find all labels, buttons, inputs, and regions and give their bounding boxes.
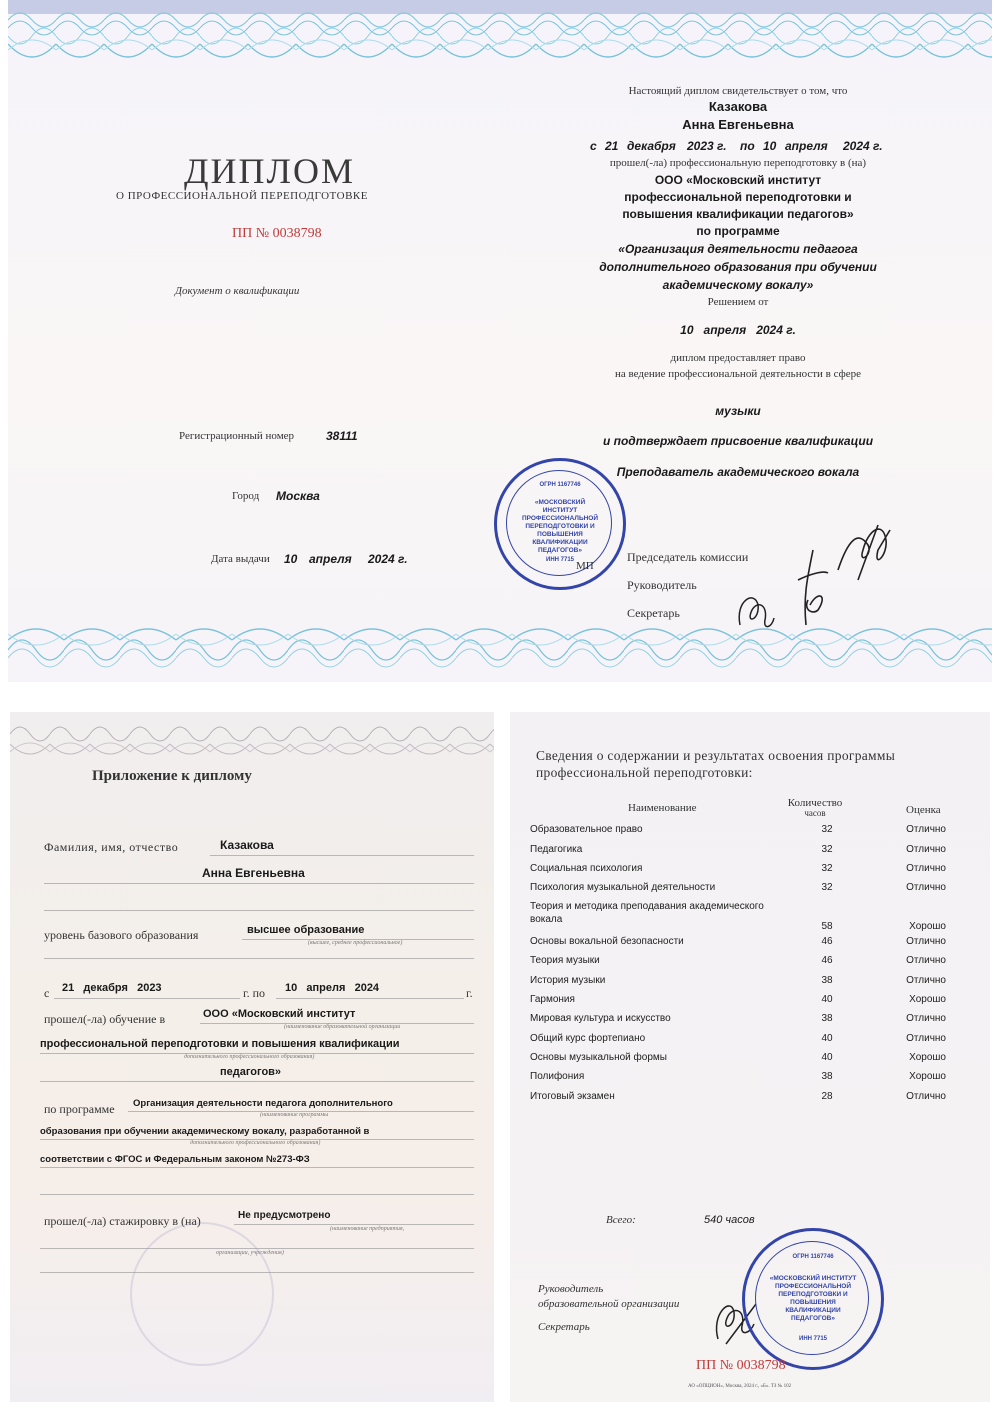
issue-date-label: Дата выдачи [211, 553, 270, 565]
level-label: уровень базового образования [44, 928, 199, 942]
right-line-1: диплом предоставляет право [670, 352, 806, 364]
total-value: 540 часов [704, 1214, 755, 1226]
right-line-2: на ведение профессиональной деятельности в сфере [614, 368, 862, 380]
results-number: ПП № 0038798 [696, 1358, 786, 1373]
program-line-3: академическому вокалу» [662, 278, 814, 292]
city-label: Город [232, 490, 260, 502]
subject-name: Общий курс фортепиано [530, 1032, 646, 1044]
org-line-2: профессиональной переподготовки и [624, 190, 852, 204]
study-org-2: профессиональной переподготовки и повышения квалификации [40, 1038, 400, 1050]
decision-date: 10 апреля 2024 г. [680, 323, 796, 337]
subject-name: Итоговый экзамен [530, 1090, 615, 1102]
subject-hours: 38 [821, 1071, 833, 1083]
internship-hint-1: (наименование предприятия, [330, 1226, 405, 1232]
appendix-guilloche-border [10, 712, 494, 772]
results-sheet [510, 712, 990, 1402]
holder-surname: Казакова [708, 99, 768, 114]
subject-name: Психология музыкальной деятельности [530, 882, 716, 894]
study-org-hint-2: дополнительного профессионального образования) [184, 1054, 315, 1060]
institute-stamp [742, 1228, 884, 1370]
subject-name: Основы музыкальной формы [530, 1052, 667, 1064]
fio-name: Анна Евгеньевна [202, 866, 305, 880]
subject-name: Полифония [530, 1071, 585, 1083]
subject-hours: 32 [821, 882, 833, 894]
table-row [530, 1009, 950, 1028]
col-header-grade: Оценка [906, 804, 941, 816]
stamp-ogrn: ОГРН 1167746 [792, 1254, 834, 1260]
internship-hint-2: организации, учреждения) [216, 1250, 284, 1256]
total-label: Всего: [606, 1214, 636, 1226]
subject-grade: Отлично [906, 935, 946, 947]
results-title-1: Сведения о содержании и результатах освоения программы [536, 748, 896, 763]
subject-hours: 58 [821, 920, 833, 932]
subject-name: Образовательное право [530, 824, 643, 836]
period-from-day: 21 [605, 139, 619, 153]
decision-label: Решением от [707, 296, 769, 308]
passed-text: прошел(-ла) профессиональную переподготовку в (на) [609, 157, 867, 169]
period-c: с [44, 986, 50, 1000]
subject-grade: Отлично [906, 955, 946, 967]
diploma-number: ПП № 0038798 [232, 226, 322, 241]
program-hint-2: дополнительного профессионального образования) [190, 1140, 321, 1146]
subject-grade: Хорошо [909, 920, 946, 932]
fio-surname: Казакова [220, 838, 274, 852]
subject-name: История музыки [530, 974, 606, 986]
period-from-month: декабря [627, 139, 676, 153]
subject-grade: Отлично [906, 843, 946, 855]
document-type: Документ о квалификации [175, 285, 300, 297]
subject-name: Социальная психология [530, 862, 643, 874]
subject-hours: 40 [821, 993, 833, 1005]
secretary-label: Секретарь [627, 606, 680, 620]
printer-note: АО «ОПЦИОН», Москва, 2024 г., «Б». ТЗ № 102 [688, 1384, 792, 1389]
period-to-year: 2024 г. [843, 139, 883, 153]
table-row [530, 1087, 950, 1106]
appendix-sheet [10, 712, 494, 1402]
table-row [530, 970, 950, 989]
program-line-2: образования при обучении академическому вокалу, разработанной в [40, 1126, 370, 1137]
subject-grade: Хорошо [909, 1052, 946, 1064]
subject-name: Педагогика [530, 843, 583, 855]
subject-grade: Отлично [906, 1090, 946, 1102]
faint-watermark-stamp [130, 1222, 274, 1366]
subject-grade: Отлично [906, 1013, 946, 1025]
table-row [530, 932, 950, 951]
col-header-name: Наименование [628, 802, 697, 814]
table-row [530, 1067, 950, 1086]
period-from-year: 2023 г. [687, 139, 727, 153]
org-line-3: повышения квалификации педагогов» [622, 207, 854, 221]
head-signature [788, 545, 838, 635]
stamp-ogrn: ОГРН 1167746 [539, 482, 581, 488]
table-row [530, 1048, 950, 1067]
reg-number-value: 38111 [326, 429, 358, 443]
level-value: высшее образование [247, 924, 365, 936]
table-row [530, 878, 950, 897]
subject-hours: 32 [821, 843, 833, 855]
table-row [530, 990, 950, 1009]
org-line-1: ООО «Московский институт [654, 173, 822, 187]
period-to: 10 апреля 2024 [285, 982, 380, 994]
table-row [530, 859, 950, 878]
col-header-hours-2: часов [804, 808, 826, 818]
period-to-month: апреля [785, 139, 828, 153]
head-label-1: Руководитель [538, 1283, 604, 1295]
stamp-inn: ИНН 7715 [546, 557, 574, 563]
chairman-label: Председатель комиссии [627, 550, 749, 564]
subject-grade: Отлично [906, 974, 946, 986]
program-line-1: Организация деятельности педагога дополнительного [133, 1098, 393, 1109]
issue-date-day: 10 [284, 552, 298, 566]
period-g-po: г. по [243, 986, 265, 1000]
subject-grade: Хорошо [909, 993, 946, 1005]
bottom-guilloche-border [8, 610, 992, 682]
top-guilloche-border [8, 0, 992, 80]
table-row [530, 951, 950, 970]
diploma-intro: Настоящий диплом свидетельствует о том, что [628, 85, 848, 97]
subject-name: Основы вокальной безопасности [530, 935, 684, 947]
internship-label: прошел(-ла) стажировку в (на) [44, 1214, 201, 1228]
head-label-2: образовательной организации [538, 1298, 680, 1310]
secretary-signature [730, 580, 780, 640]
subject-hours: 32 [821, 824, 833, 836]
subject-hours: 38 [821, 974, 833, 986]
subject-grade: Отлично [906, 862, 946, 874]
subject-hours: 46 [821, 935, 833, 947]
program-hint-1: (наименование программы [260, 1112, 329, 1118]
head-label: Руководитель [627, 578, 697, 592]
program-line-2: дополнительного образования при обучении [599, 260, 877, 274]
subject-hours: 28 [821, 1090, 833, 1102]
study-org-hint-1: (наименование образовательной организации [284, 1024, 401, 1030]
study-label: прошел(-ла) обучение в [44, 1012, 166, 1026]
city-value: Москва [276, 489, 320, 503]
subject-grade: Отлично [906, 1032, 946, 1044]
appendix-title: Приложение к диплому [92, 768, 252, 784]
stamp-text: «МОСКОВСКИЙ ИНСТИТУТ ПРОФЕССИОНАЛЬНОЙ ПЕРЕПОДГОТОВКИ И ПОВЫШЕНИЯ КВАЛИФИКАЦИИ ПЕДАГОГОВ» [769, 1275, 857, 1322]
diploma-title: ДИПЛОМ [184, 151, 355, 191]
subject-grade: Хорошо [909, 1071, 946, 1083]
subject-hours: 40 [821, 1032, 833, 1044]
period-g: г. [466, 986, 473, 1000]
stamp-place-mark: МП [576, 560, 594, 572]
period-prefix: с [590, 139, 597, 153]
period-from: 21 декабря 2023 [62, 982, 162, 994]
internship-value: Не предусмотрено [238, 1210, 331, 1221]
program-line-3: соответствии с ФГОС и Федеральным законом №273-ФЗ [40, 1154, 310, 1165]
subject-name: Гармония [530, 993, 575, 1005]
subject-name: Мировая культура и искусство [530, 1013, 671, 1025]
activity-sphere: музыки [715, 404, 761, 418]
table-row [530, 898, 950, 932]
qualification: Преподаватель академического вокала [616, 465, 860, 479]
subject-name: Теория музыки [530, 955, 600, 967]
table-row [530, 820, 950, 839]
study-org-3: педагогов» [220, 1066, 282, 1078]
stamp-inn: ИНН 7715 [799, 1336, 827, 1342]
subject-hours: 38 [821, 1013, 833, 1025]
level-hint: (высшее, среднее профессиональное) [308, 940, 403, 946]
issue-date-month: апреля [309, 552, 352, 566]
subject-grade: Отлично [906, 882, 946, 894]
institute-stamp [494, 458, 626, 590]
subject-grade: Отлично [906, 824, 946, 836]
subject-hours: 46 [821, 955, 833, 967]
study-org-1: ООО «Московский институт [203, 1008, 356, 1020]
subject-hours: 32 [821, 862, 833, 874]
table-row [530, 1029, 950, 1048]
chairman-signature [828, 510, 898, 590]
diploma-subtitle: О ПРОФЕССИОНАЛЬНОЙ ПЕРЕПОДГОТОВКЕ [116, 190, 368, 202]
col-header-hours-1: Количество [787, 797, 843, 809]
program-line-1: «Организация деятельности педагога [618, 242, 858, 256]
secretary-label: Секретарь [538, 1321, 590, 1333]
period-to-day: 10 [763, 139, 777, 153]
by-program: по программе [696, 224, 780, 238]
issue-date-year: 2024 г. [368, 552, 408, 566]
confirms-text: и подтверждает присвоение квалификации [602, 434, 874, 448]
fio-label: Фамилия, имя, отчество [44, 840, 179, 854]
subject-name: Теория и методика преподавания академического вокала [530, 900, 764, 925]
period-to-prefix: по [740, 139, 755, 153]
diploma-sheet [8, 0, 992, 682]
results-title-2: профессиональной переподготовки: [536, 765, 753, 780]
program-label: по программе [44, 1102, 115, 1116]
holder-name: Анна Евгеньевна [682, 117, 794, 132]
subject-hours: 40 [821, 1052, 833, 1064]
reg-number-label: Регистрационный номер [179, 430, 295, 442]
table-row [530, 839, 950, 858]
subjects-table [530, 820, 950, 1106]
stamp-text: «МОСКОВСКИЙ ИНСТИТУТ ПРОФЕССИОНАЛЬНОЙ ПЕРЕПОДГОТОВКИ И ПОВЫШЕНИЯ КВАЛИФИКАЦИИ ПЕДАГОГОВ» [521, 499, 599, 554]
